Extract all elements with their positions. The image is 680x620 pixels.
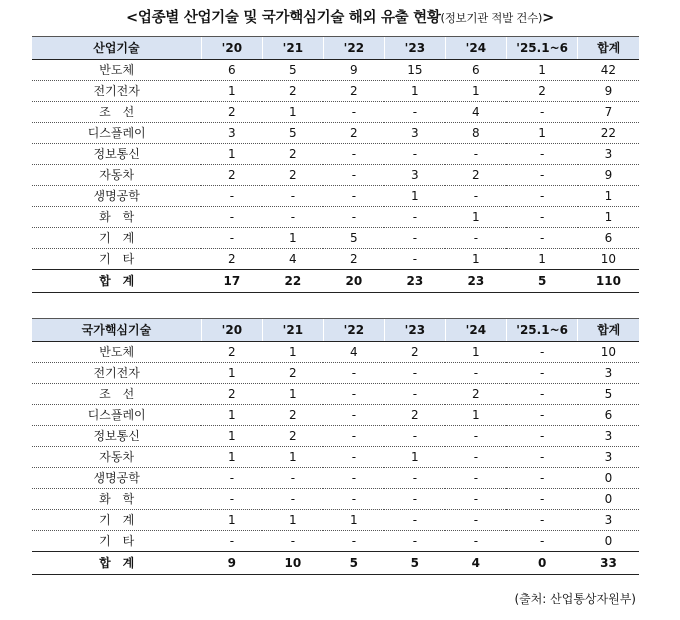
column-header: '23 <box>384 319 445 342</box>
table-cell: 5 <box>323 228 384 249</box>
table-cell: - <box>445 228 506 249</box>
table-cell: - <box>323 468 384 489</box>
table-row <box>32 144 639 165</box>
table-cell: 2 <box>262 363 323 384</box>
table-cell: 3 <box>578 447 639 468</box>
table-cell: 3 <box>384 123 445 144</box>
table-cell: - <box>506 489 578 510</box>
total-cell: 17 <box>201 270 262 293</box>
table-cell: 2 <box>445 384 506 405</box>
table-cell: - <box>201 489 262 510</box>
row-label: 자동차 <box>32 165 201 186</box>
total-cell: 10 <box>262 552 323 575</box>
table-cell: - <box>445 426 506 447</box>
table-cell: - <box>290 534 296 548</box>
table-cell: 1 <box>538 252 546 266</box>
row-label: 정보통신 <box>32 144 201 165</box>
table-cell: 1 <box>506 60 578 81</box>
table-cell: 2 <box>201 384 262 405</box>
column-header: '24 <box>445 319 506 342</box>
table-cell: - <box>323 165 384 186</box>
table-cell: - <box>201 228 262 249</box>
table-row <box>32 186 639 207</box>
table-cell: - <box>323 384 384 405</box>
table-cell: - <box>445 447 506 468</box>
table-cell: - <box>445 510 506 531</box>
table-cell: 5 <box>578 384 639 405</box>
table-cell: - <box>262 489 323 510</box>
table-cell: - <box>445 186 506 207</box>
table-cell: 1 <box>262 342 323 363</box>
page-title <box>0 6 680 27</box>
total-cell: 5 <box>506 270 578 293</box>
column-header: '23 <box>384 37 445 60</box>
column-header: '25.1~6 <box>506 37 578 60</box>
table-cell: 2 <box>445 165 506 186</box>
table-cell: 1 <box>201 81 262 102</box>
column-header: 국가핵심기술 <box>32 319 201 342</box>
header-row <box>32 37 639 60</box>
table-cell: 2 <box>384 342 445 363</box>
table-cell: - <box>384 363 445 384</box>
table-row <box>32 468 639 489</box>
table-cell: - <box>412 252 418 266</box>
table-cell: 1 <box>578 186 639 207</box>
row-label: 기 계 <box>32 228 201 249</box>
total-cell: 5 <box>323 552 384 575</box>
table-cell: 6 <box>578 405 639 426</box>
table-cell: - <box>384 102 445 123</box>
table-cell: 3 <box>578 144 639 165</box>
table-cell: 1 <box>445 342 506 363</box>
table-row <box>32 228 639 249</box>
column-header: 산업기술 <box>32 37 201 60</box>
table-cell: 9 <box>323 60 384 81</box>
total-row <box>32 552 639 575</box>
table-cell: 1 <box>201 510 262 531</box>
column-header: '21 <box>262 37 323 60</box>
table-cell: - <box>351 534 357 548</box>
table-cell: 1 <box>323 510 384 531</box>
row-label: 디스플레이 <box>32 405 201 426</box>
table-cell: 1 <box>201 405 262 426</box>
total-cell: 33 <box>578 552 639 575</box>
table-cell: 0 <box>578 489 639 510</box>
table-cell: 2 <box>228 252 236 266</box>
table-cell: - <box>506 384 578 405</box>
title-subtitle: (정보기관 적발 건수) <box>440 11 543 25</box>
table-cell: 2 <box>506 81 578 102</box>
table-cell: - <box>323 102 384 123</box>
table-cell: 1 <box>262 447 323 468</box>
table-row <box>32 249 639 270</box>
table-cell: 2 <box>201 165 262 186</box>
table-cell: - <box>384 489 445 510</box>
row-label: 반도체 <box>32 60 201 81</box>
table-row <box>32 363 639 384</box>
header-row <box>32 319 639 342</box>
table-cell: - <box>384 144 445 165</box>
column-header: 합계 <box>578 37 639 60</box>
table-row <box>32 447 639 468</box>
total-label: 합 계 <box>32 270 201 293</box>
table-row <box>32 489 639 510</box>
table-cell: 7 <box>578 102 639 123</box>
table-cell: 5 <box>262 123 323 144</box>
table-cell: 0 <box>604 534 613 548</box>
table-cell: 1 <box>445 405 506 426</box>
source-note: (출처: 산업통상자원부) <box>514 592 636 606</box>
table-cell: - <box>473 534 479 548</box>
table-cell: 2 <box>323 81 384 102</box>
total-cell: 110 <box>578 270 639 293</box>
table-cell: - <box>262 207 323 228</box>
table-cell: 3 <box>578 363 639 384</box>
column-header: '22 <box>323 319 384 342</box>
table-cell: 2 <box>201 102 262 123</box>
table-row <box>32 426 639 447</box>
total-cell: 20 <box>323 270 384 293</box>
table-cell: - <box>445 363 506 384</box>
table-cell: 4 <box>289 252 297 266</box>
table-cell: 1 <box>262 384 323 405</box>
total-cell: 9 <box>201 552 262 575</box>
table-cell: 0 <box>578 468 639 489</box>
table-cell: - <box>323 447 384 468</box>
table-cell: 2 <box>262 426 323 447</box>
table-cell: - <box>506 363 578 384</box>
row-label: 조 선 <box>32 384 201 405</box>
title-main: <업종별 산업기술 및 국가핵심기술 해외 유출 현황 <box>126 10 441 26</box>
table-cell: - <box>262 468 323 489</box>
table-row <box>32 510 639 531</box>
table-cell: 2 <box>262 165 323 186</box>
table-cell: 6 <box>201 60 262 81</box>
row-label: 생명공학 <box>32 468 201 489</box>
table-cell: 2 <box>323 123 384 144</box>
table-cell: - <box>323 144 384 165</box>
column-header: 합계 <box>578 319 639 342</box>
core-tech-table <box>32 318 639 575</box>
table-cell: 2 <box>350 252 358 266</box>
row-label: 기 타 <box>99 534 135 548</box>
table-cell: - <box>445 468 506 489</box>
table-cell: 1 <box>445 81 506 102</box>
table-cell: 10 <box>600 252 617 266</box>
table-cell: - <box>201 207 262 228</box>
table-cell: - <box>506 207 578 228</box>
table-cell: 1 <box>201 426 262 447</box>
row-label: 생명공학 <box>32 186 201 207</box>
table-cell: 1 <box>506 123 578 144</box>
total-cell: 0 <box>506 552 578 575</box>
row-label: 기 타 <box>99 252 135 266</box>
column-header: '21 <box>262 319 323 342</box>
table-cell: - <box>506 186 578 207</box>
total-row <box>32 270 639 293</box>
table-cell: 4 <box>445 102 506 123</box>
table-cell: - <box>229 534 235 548</box>
table-cell: - <box>506 102 578 123</box>
column-header: '24 <box>445 37 506 60</box>
table-cell: - <box>262 186 323 207</box>
table-cell: - <box>384 426 445 447</box>
table-cell: - <box>412 534 418 548</box>
table-row <box>32 207 639 228</box>
column-header: '22 <box>323 37 384 60</box>
row-label: 전기전자 <box>32 81 201 102</box>
table-cell: 9 <box>578 81 639 102</box>
table-cell: 1 <box>201 363 262 384</box>
table-cell: - <box>384 510 445 531</box>
table-cell: 1 <box>384 447 445 468</box>
table-cell: - <box>201 186 262 207</box>
table-row <box>32 165 639 186</box>
table-cell: - <box>539 534 545 548</box>
table-row <box>32 102 639 123</box>
table-cell: 1 <box>384 186 445 207</box>
table-cell: 9 <box>578 165 639 186</box>
table-cell: 1 <box>262 102 323 123</box>
row-label: 디스플레이 <box>32 123 201 144</box>
title-close: > <box>542 10 554 26</box>
row-label: 기 계 <box>32 510 201 531</box>
table-row <box>32 81 639 102</box>
table-row <box>32 60 639 81</box>
total-cell: 4 <box>445 552 506 575</box>
table-cell: 42 <box>578 60 639 81</box>
total-cell: 23 <box>384 270 445 293</box>
table-cell: - <box>445 489 506 510</box>
table-cell: 5 <box>262 60 323 81</box>
row-label: 조 선 <box>32 102 201 123</box>
table-cell: 3 <box>201 123 262 144</box>
table-cell: - <box>384 468 445 489</box>
table-cell: - <box>506 426 578 447</box>
table-cell: 2 <box>384 405 445 426</box>
row-label: 반도체 <box>32 342 201 363</box>
table-cell: 22 <box>578 123 639 144</box>
table-cell: - <box>323 363 384 384</box>
table-cell: 6 <box>578 228 639 249</box>
table-cell: 3 <box>578 510 639 531</box>
table-cell: - <box>384 228 445 249</box>
table-cell: - <box>506 228 578 249</box>
table-cell: 1 <box>201 447 262 468</box>
table-row <box>32 123 639 144</box>
table-cell: - <box>506 510 578 531</box>
column-header: '20 <box>201 319 262 342</box>
table-cell: 8 <box>445 123 506 144</box>
row-label: 정보통신 <box>32 426 201 447</box>
total-label: 합 계 <box>32 552 201 575</box>
table-cell: 1 <box>262 510 323 531</box>
table-cell: 3 <box>578 426 639 447</box>
row-label: 화 학 <box>32 207 201 228</box>
table-cell: 1 <box>445 207 506 228</box>
table-cell: - <box>506 165 578 186</box>
table-cell: 15 <box>384 60 445 81</box>
row-label: 화 학 <box>32 489 201 510</box>
table-cell: - <box>506 405 578 426</box>
total-cell: 5 <box>384 552 445 575</box>
table-row <box>32 384 639 405</box>
table-cell: - <box>384 384 445 405</box>
table-cell: - <box>506 468 578 489</box>
table-cell: 1 <box>472 252 480 266</box>
table-cell: - <box>323 186 384 207</box>
table-cell: 6 <box>445 60 506 81</box>
table-row <box>32 531 639 552</box>
table-cell: - <box>323 426 384 447</box>
table-cell: 1 <box>578 207 639 228</box>
row-label: 전기전자 <box>32 363 201 384</box>
table-cell: - <box>384 207 445 228</box>
table-cell: 2 <box>201 342 262 363</box>
table-cell: 2 <box>262 144 323 165</box>
table-cell: 1 <box>384 81 445 102</box>
column-header: '20 <box>201 37 262 60</box>
table-cell: - <box>201 468 262 489</box>
table-row <box>32 342 639 363</box>
table-cell: - <box>506 342 578 363</box>
table-cell: 2 <box>262 405 323 426</box>
table-cell: 3 <box>384 165 445 186</box>
table-cell: 1 <box>201 144 262 165</box>
row-label: 자동차 <box>32 447 201 468</box>
table-cell: - <box>506 144 578 165</box>
table-cell: - <box>323 405 384 426</box>
total-cell: 23 <box>445 270 506 293</box>
table-row <box>32 405 639 426</box>
table-cell: 2 <box>262 81 323 102</box>
table-cell: - <box>445 144 506 165</box>
industrial-tech-table <box>32 36 639 293</box>
column-header: '25.1~6 <box>506 319 578 342</box>
table-cell: - <box>323 489 384 510</box>
table-cell: 1 <box>262 228 323 249</box>
table-cell: 4 <box>323 342 384 363</box>
table-cell: - <box>506 447 578 468</box>
table-cell: - <box>323 207 384 228</box>
total-cell: 22 <box>262 270 323 293</box>
table-cell: 10 <box>578 342 639 363</box>
